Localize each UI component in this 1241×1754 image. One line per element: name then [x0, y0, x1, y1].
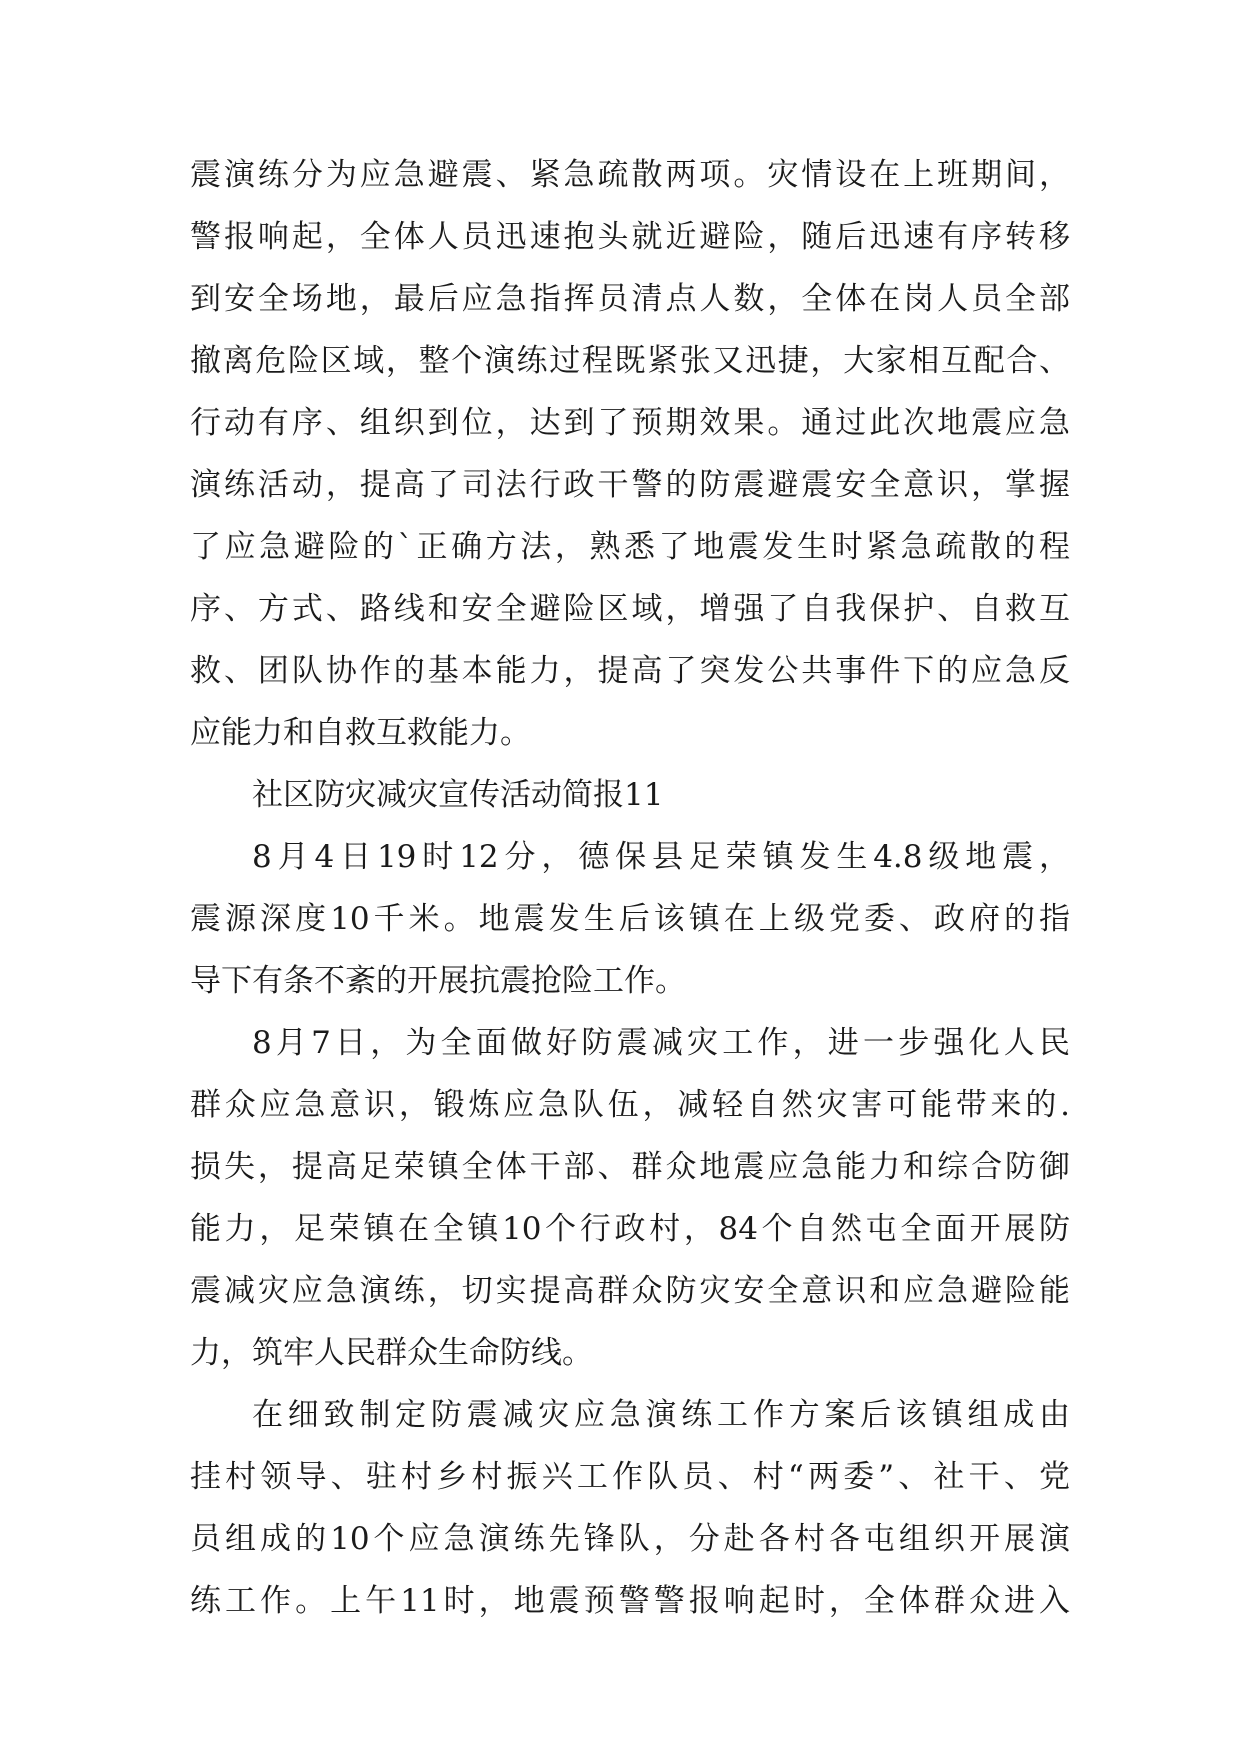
paragraph-line: 救、团队协作的基本能力，提高了突发公共事件下的应急反 [190, 653, 1070, 689]
paragraph-line: 在细致制定防震减灾应急演练工作方案后该镇组成由 [252, 1397, 1070, 1433]
paragraph-line: 能力，足荣镇在全镇10个行政村，84个自然屯全面开展防 [190, 1211, 1070, 1247]
paragraph-line: 8月7日，为全面做好防震减灾工作，进一步强化人民 [252, 1025, 1070, 1061]
paragraph-line: 群众应急意识，锻炼应急队伍，减轻自然灾害可能带来的. [190, 1087, 1070, 1123]
paragraph-line: 震源深度10千米。地震发生后该镇在上级党委、政府的指 [190, 901, 1070, 937]
paragraph-line: 练工作。上午11时，地震预警警报响起时，全体群众进入 [190, 1583, 1070, 1619]
paragraph-line: 挂村领导、驻村乡村振兴工作队员、村“两委”、社干、党 [190, 1459, 1070, 1495]
paragraph-line: 损失，提高足荣镇全体干部、群众地震应急能力和综合防御 [190, 1149, 1070, 1185]
paragraph-line: 了应急避险的`正确方法，熟悉了地震发生时紧急疏散的程 [190, 529, 1070, 565]
paragraph-line: 演练活动，提高了司法行政干警的防震避震安全意识，掌握 [190, 467, 1070, 503]
section-heading: 社区防灾减灾宣传活动简报11 [252, 777, 664, 813]
paragraph-line: 员组成的10个应急演练先锋队，分赴各村各屯组织开展演 [190, 1521, 1070, 1557]
paragraph-line: 应能力和自救互救能力。 [190, 715, 531, 751]
paragraph-line: 震减灾应急演练，切实提高群众防灾安全意识和应急避险能 [190, 1273, 1070, 1309]
document-body [190, 144, 1070, 1632]
paragraph-line: 序、方式、路线和安全避险区域，增强了自我保护、自救互 [190, 591, 1070, 627]
paragraph-line: 力，筑牢人民群众生命防线。 [190, 1335, 593, 1371]
paragraph-line: 到安全场地，最后应急指挥员清点人数，全体在岗人员全部 [190, 281, 1070, 317]
paragraph-line: 警报响起，全体人员迅速抱头就近避险，随后迅速有序转移 [190, 219, 1070, 255]
paragraph-line: 8月4日19时12分，德保县足荣镇发生4.8级地震， [252, 839, 1070, 875]
paragraph-line: 行动有序、组织到位，达到了预期效果。通过此次地震应急 [190, 405, 1070, 441]
paragraph-line: 震演练分为应急避震、紧急疏散两项。灾情设在上班期间， [190, 157, 1070, 193]
paragraph-line: 导下有条不紊的开展抗震抢险工作。 [190, 963, 686, 999]
paragraph-line: 撤离危险区域，整个演练过程既紧张又迅捷，大家相互配合、 [190, 343, 1070, 379]
